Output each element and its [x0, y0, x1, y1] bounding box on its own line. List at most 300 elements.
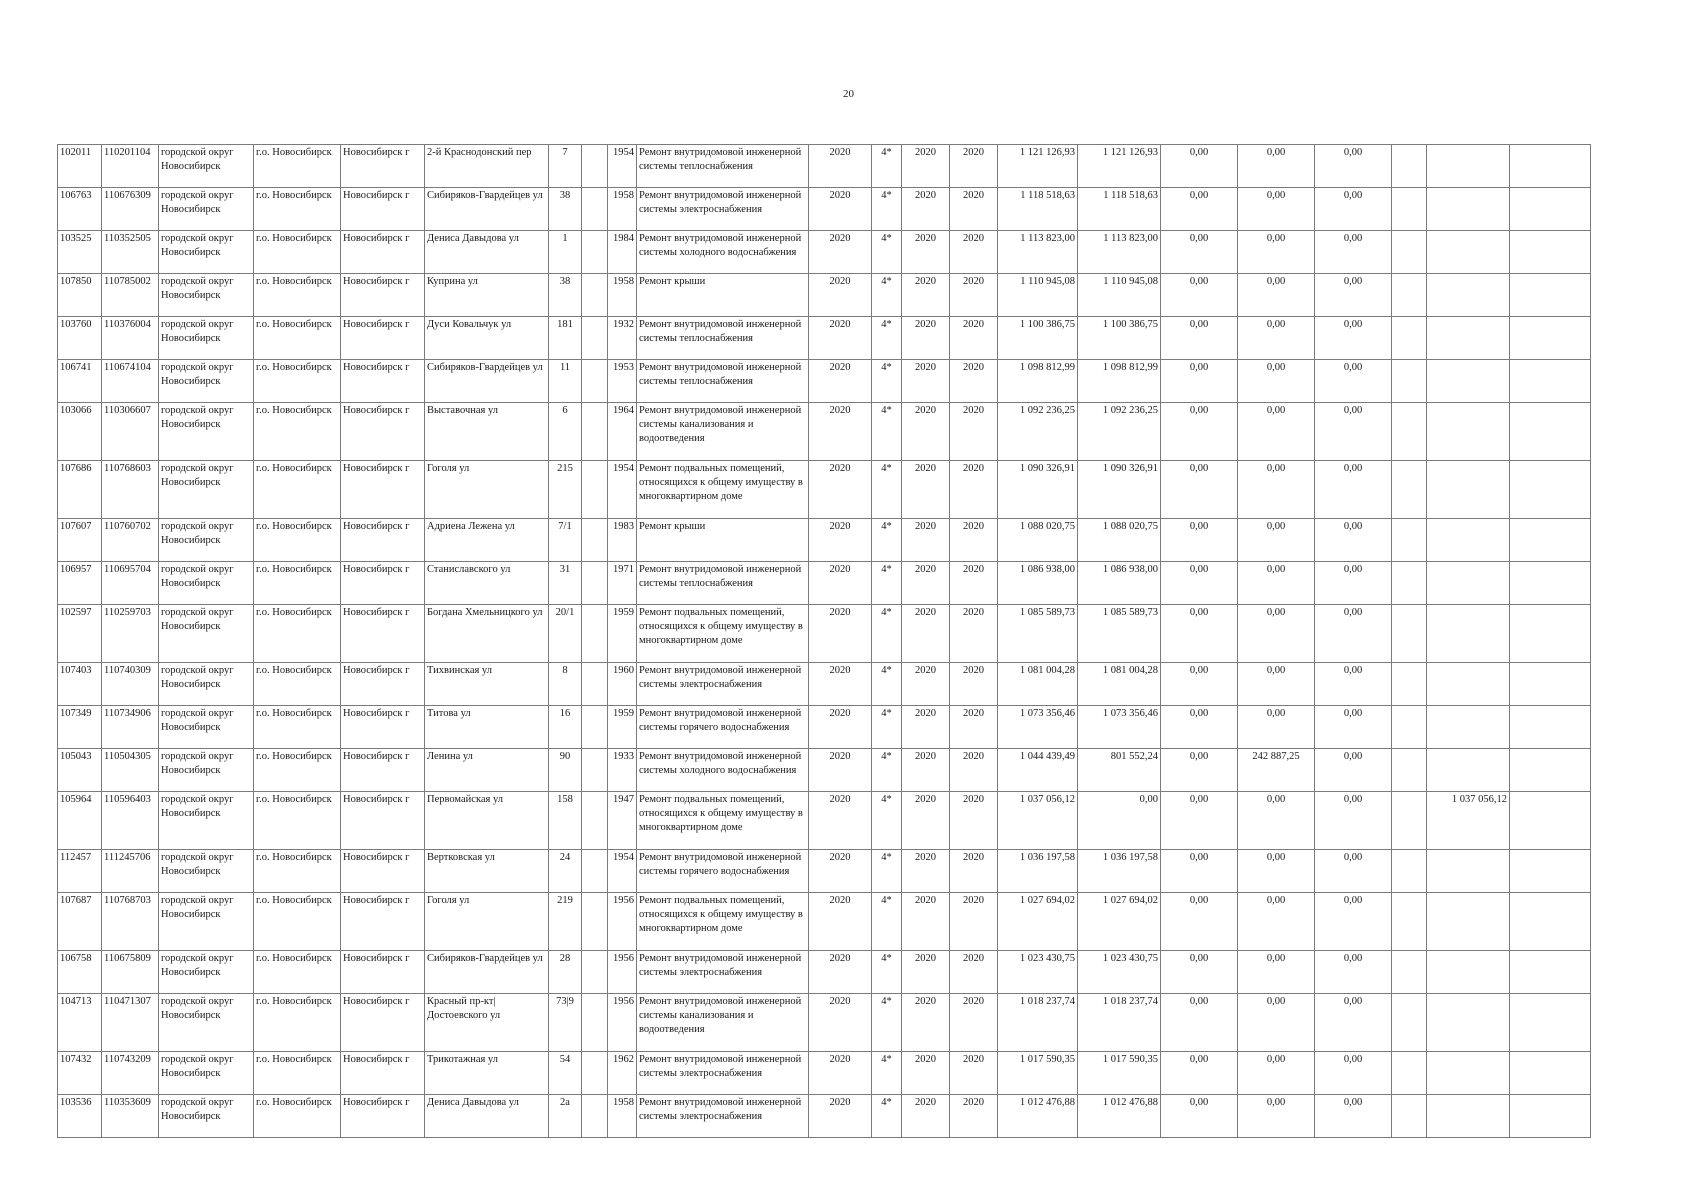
cell-municipality: городской округ Новосибирск	[159, 562, 254, 605]
cell-settlement-type: г.о. Новосибирск	[254, 1052, 341, 1095]
cell-house-number: 215	[549, 461, 582, 519]
cell-work-type: Ремонт внутридомовой инженерной системы холодного водоснабжения	[637, 231, 809, 274]
cell-house-number: 181	[549, 317, 582, 360]
cell-start-year: 2020	[902, 663, 950, 706]
cell-end-year: 2020	[950, 403, 998, 461]
table-row	[58, 1052, 1591, 1095]
cell-municipality: городской округ Новосибирск	[159, 145, 254, 188]
cell-last-col	[1510, 274, 1591, 317]
cell-federal-funds: 0,00	[1161, 188, 1238, 231]
cell-settlement-type: г.о. Новосибирск	[254, 951, 341, 994]
cell-start-year: 2020	[902, 850, 950, 893]
cell-building-blank	[582, 403, 608, 461]
cell-locality: Новосибирск г	[341, 605, 425, 663]
cell-house-number: 7/1	[549, 519, 582, 562]
cell-building-blank	[582, 562, 608, 605]
table-row	[58, 706, 1591, 749]
cell-object-id: 107403	[58, 663, 102, 706]
cell-building-blank	[582, 519, 608, 562]
cell-settlement-type: г.о. Новосибирск	[254, 663, 341, 706]
cell-street: Красный пр-кт|Достоевского ул	[425, 994, 549, 1052]
cell-house-number: 8	[549, 663, 582, 706]
cell-local-funds: 0,00	[1315, 706, 1392, 749]
cell-plan-year: 2020	[809, 893, 872, 951]
cell-priority-mark: 4*	[872, 792, 902, 850]
cell-year-built: 1984	[608, 231, 637, 274]
cell-federal-funds: 0,00	[1161, 461, 1238, 519]
cell-house-number: 11	[549, 360, 582, 403]
cell-start-year: 2020	[902, 951, 950, 994]
cell-start-year: 2020	[902, 145, 950, 188]
cell-last-col	[1510, 1052, 1591, 1095]
cell-owners-funds	[1427, 231, 1510, 274]
cell-blank-col	[1392, 951, 1427, 994]
cell-object-id: 106957	[58, 562, 102, 605]
cell-owners-funds	[1427, 951, 1510, 994]
table-row	[58, 850, 1591, 893]
cell-blank-col	[1392, 461, 1427, 519]
cell-budget-funds: 0,00	[1238, 850, 1315, 893]
cell-settlement-type: г.о. Новосибирск	[254, 188, 341, 231]
cell-building-blank	[582, 951, 608, 994]
cell-federal-funds: 0,00	[1161, 893, 1238, 951]
cell-local-funds: 0,00	[1315, 145, 1392, 188]
cell-budget-funds: 0,00	[1238, 145, 1315, 188]
cell-budget-funds: 0,00	[1238, 461, 1315, 519]
cell-start-year: 2020	[902, 317, 950, 360]
cell-work-type: Ремонт подвальных помещений, относящихся к общему имуществу в многоквартирном доме	[637, 893, 809, 951]
cell-plan-year: 2020	[809, 605, 872, 663]
cell-priority-mark: 4*	[872, 749, 902, 792]
cell-house-number: 90	[549, 749, 582, 792]
cell-year-built: 1947	[608, 792, 637, 850]
cell-house-number: 54	[549, 1052, 582, 1095]
cell-total-cost: 1 090 326,91	[998, 461, 1078, 519]
cell-federal-funds: 0,00	[1161, 519, 1238, 562]
cell-work-type: Ремонт внутридомовой инженерной системы электроснабжения	[637, 188, 809, 231]
cell-priority-mark: 4*	[872, 461, 902, 519]
cell-object-id: 112457	[58, 850, 102, 893]
cell-priority-mark: 4*	[872, 605, 902, 663]
cell-building-blank	[582, 231, 608, 274]
table-row	[58, 605, 1591, 663]
cell-street: Вертковская ул	[425, 850, 549, 893]
cell-local-funds: 0,00	[1315, 274, 1392, 317]
cell-blank-col	[1392, 1095, 1427, 1138]
cell-total-cost: 1 036 197,58	[998, 850, 1078, 893]
cell-total-cost: 1 081 004,28	[998, 663, 1078, 706]
cell-blank-col	[1392, 850, 1427, 893]
cell-end-year: 2020	[950, 1095, 998, 1138]
cell-plan-year: 2020	[809, 360, 872, 403]
cell-house-number: 20/1	[549, 605, 582, 663]
cell-total-cost: 1 098 812,99	[998, 360, 1078, 403]
cell-blank-col	[1392, 188, 1427, 231]
cell-regional-fund: 1 036 197,58	[1078, 850, 1161, 893]
cell-house-number: 158	[549, 792, 582, 850]
table-row	[58, 893, 1591, 951]
cell-settlement-type: г.о. Новосибирск	[254, 403, 341, 461]
cell-house-code: 110353609	[102, 1095, 159, 1138]
cell-street: Сибиряков-Гвардейцев ул	[425, 951, 549, 994]
cell-total-cost: 1 073 356,46	[998, 706, 1078, 749]
cell-total-cost: 1 088 020,75	[998, 519, 1078, 562]
cell-year-built: 1956	[608, 893, 637, 951]
cell-street: Выставочная ул	[425, 403, 549, 461]
cell-settlement-type: г.о. Новосибирск	[254, 274, 341, 317]
cell-last-col	[1510, 663, 1591, 706]
cell-federal-funds: 0,00	[1161, 231, 1238, 274]
cell-budget-funds: 0,00	[1238, 994, 1315, 1052]
cell-total-cost: 1 118 518,63	[998, 188, 1078, 231]
cell-house-code: 110352505	[102, 231, 159, 274]
cell-regional-fund: 1 113 823,00	[1078, 231, 1161, 274]
cell-street: Адриена Лежена ул	[425, 519, 549, 562]
cell-house-number: 6	[549, 403, 582, 461]
cell-owners-funds	[1427, 403, 1510, 461]
cell-settlement-type: г.о. Новосибирск	[254, 893, 341, 951]
cell-blank-col	[1392, 317, 1427, 360]
cell-owners-funds	[1427, 994, 1510, 1052]
cell-settlement-type: г.о. Новосибирск	[254, 792, 341, 850]
cell-owners-funds	[1427, 145, 1510, 188]
cell-object-id: 107349	[58, 706, 102, 749]
cell-total-cost: 1 027 694,02	[998, 893, 1078, 951]
cell-end-year: 2020	[950, 188, 998, 231]
cell-total-cost: 1 100 386,75	[998, 317, 1078, 360]
cell-total-cost: 1 037 056,12	[998, 792, 1078, 850]
cell-locality: Новосибирск г	[341, 461, 425, 519]
cell-street: Дениса Давыдова ул	[425, 231, 549, 274]
cell-house-code: 110674104	[102, 360, 159, 403]
cell-local-funds: 0,00	[1315, 994, 1392, 1052]
cell-start-year: 2020	[902, 1095, 950, 1138]
cell-total-cost: 1 012 476,88	[998, 1095, 1078, 1138]
cell-house-number: 219	[549, 893, 582, 951]
table-row	[58, 317, 1591, 360]
cell-year-built: 1932	[608, 317, 637, 360]
cell-last-col	[1510, 951, 1591, 994]
cell-regional-fund: 1 081 004,28	[1078, 663, 1161, 706]
cell-blank-col	[1392, 519, 1427, 562]
cell-start-year: 2020	[902, 403, 950, 461]
cell-budget-funds: 0,00	[1238, 792, 1315, 850]
cell-federal-funds: 0,00	[1161, 792, 1238, 850]
cell-last-col	[1510, 706, 1591, 749]
cell-building-blank	[582, 850, 608, 893]
cell-object-id: 103760	[58, 317, 102, 360]
cell-street: Первомайская ул	[425, 792, 549, 850]
cell-settlement-type: г.о. Новосибирск	[254, 519, 341, 562]
cell-municipality: городской округ Новосибирск	[159, 274, 254, 317]
cell-blank-col	[1392, 792, 1427, 850]
cell-settlement-type: г.о. Новосибирск	[254, 850, 341, 893]
cell-work-type: Ремонт подвальных помещений, относящихся к общему имуществу в многоквартирном доме	[637, 605, 809, 663]
cell-federal-funds: 0,00	[1161, 605, 1238, 663]
cell-regional-fund: 1 085 589,73	[1078, 605, 1161, 663]
cell-work-type: Ремонт внутридомовой инженерной системы электроснабжения	[637, 1095, 809, 1138]
cell-end-year: 2020	[950, 519, 998, 562]
cell-locality: Новосибирск г	[341, 403, 425, 461]
cell-year-built: 1958	[608, 188, 637, 231]
cell-blank-col	[1392, 231, 1427, 274]
cell-object-id: 103525	[58, 231, 102, 274]
cell-owners-funds	[1427, 1052, 1510, 1095]
cell-locality: Новосибирск г	[341, 1095, 425, 1138]
cell-end-year: 2020	[950, 562, 998, 605]
cell-house-code: 110734906	[102, 706, 159, 749]
cell-start-year: 2020	[902, 1052, 950, 1095]
cell-plan-year: 2020	[809, 951, 872, 994]
cell-locality: Новосибирск г	[341, 994, 425, 1052]
cell-municipality: городской округ Новосибирск	[159, 605, 254, 663]
cell-last-col	[1510, 893, 1591, 951]
cell-locality: Новосибирск г	[341, 231, 425, 274]
table-row	[58, 231, 1591, 274]
cell-year-built: 1960	[608, 663, 637, 706]
cell-plan-year: 2020	[809, 792, 872, 850]
cell-year-built: 1958	[608, 274, 637, 317]
cell-building-blank	[582, 749, 608, 792]
cell-plan-year: 2020	[809, 145, 872, 188]
cell-plan-year: 2020	[809, 706, 872, 749]
table-row	[58, 1095, 1591, 1138]
cell-priority-mark: 4*	[872, 519, 902, 562]
table-row	[58, 145, 1591, 188]
cell-plan-year: 2020	[809, 274, 872, 317]
cell-house-code: 110768703	[102, 893, 159, 951]
cell-regional-fund: 1 110 945,08	[1078, 274, 1161, 317]
cell-building-blank	[582, 360, 608, 403]
cell-total-cost: 1 086 938,00	[998, 562, 1078, 605]
cell-priority-mark: 4*	[872, 403, 902, 461]
cell-total-cost: 1 017 590,35	[998, 1052, 1078, 1095]
cell-local-funds: 0,00	[1315, 663, 1392, 706]
cell-house-number: 1	[549, 231, 582, 274]
page-number: 20	[843, 88, 854, 100]
table-row	[58, 994, 1591, 1052]
cell-federal-funds: 0,00	[1161, 850, 1238, 893]
cell-year-built: 1956	[608, 994, 637, 1052]
cell-object-id: 107850	[58, 274, 102, 317]
cell-object-id: 102011	[58, 145, 102, 188]
cell-municipality: городской округ Новосибирск	[159, 231, 254, 274]
cell-priority-mark: 4*	[872, 145, 902, 188]
cell-year-built: 1959	[608, 706, 637, 749]
cell-budget-funds: 0,00	[1238, 360, 1315, 403]
cell-locality: Новосибирск г	[341, 145, 425, 188]
cell-priority-mark: 4*	[872, 893, 902, 951]
cell-total-cost: 1 085 589,73	[998, 605, 1078, 663]
cell-budget-funds: 0,00	[1238, 605, 1315, 663]
cell-work-type: Ремонт внутридомовой инженерной системы канализования и водоотведения	[637, 994, 809, 1052]
cell-house-number: 38	[549, 274, 582, 317]
cell-federal-funds: 0,00	[1161, 749, 1238, 792]
cell-building-blank	[582, 145, 608, 188]
cell-street: Сибиряков-Гвардейцев ул	[425, 360, 549, 403]
cell-local-funds: 0,00	[1315, 317, 1392, 360]
table-row	[58, 274, 1591, 317]
cell-owners-funds	[1427, 850, 1510, 893]
table-row	[58, 461, 1591, 519]
cell-federal-funds: 0,00	[1161, 706, 1238, 749]
cell-owners-funds: 1 037 056,12	[1427, 792, 1510, 850]
cell-last-col	[1510, 1095, 1591, 1138]
cell-owners-funds	[1427, 663, 1510, 706]
cell-total-cost: 1 018 237,74	[998, 994, 1078, 1052]
cell-locality: Новосибирск г	[341, 850, 425, 893]
cell-object-id: 104713	[58, 994, 102, 1052]
cell-work-type: Ремонт внутридомовой инженерной системы теплоснабжения	[637, 317, 809, 360]
cell-locality: Новосибирск г	[341, 1052, 425, 1095]
cell-regional-fund: 1 073 356,46	[1078, 706, 1161, 749]
cell-local-funds: 0,00	[1315, 360, 1392, 403]
cell-building-blank	[582, 893, 608, 951]
cell-end-year: 2020	[950, 792, 998, 850]
cell-house-code: 110471307	[102, 994, 159, 1052]
cell-last-col	[1510, 605, 1591, 663]
cell-budget-funds: 0,00	[1238, 403, 1315, 461]
cell-total-cost: 1 110 945,08	[998, 274, 1078, 317]
cell-budget-funds: 0,00	[1238, 951, 1315, 994]
cell-priority-mark: 4*	[872, 274, 902, 317]
cell-locality: Новосибирск г	[341, 317, 425, 360]
cell-plan-year: 2020	[809, 403, 872, 461]
cell-local-funds: 0,00	[1315, 893, 1392, 951]
cell-start-year: 2020	[902, 605, 950, 663]
cell-municipality: городской округ Новосибирск	[159, 188, 254, 231]
cell-house-code: 110306607	[102, 403, 159, 461]
cell-owners-funds	[1427, 519, 1510, 562]
cell-plan-year: 2020	[809, 461, 872, 519]
cell-plan-year: 2020	[809, 749, 872, 792]
cell-blank-col	[1392, 562, 1427, 605]
cell-blank-col	[1392, 663, 1427, 706]
cell-local-funds: 0,00	[1315, 231, 1392, 274]
cell-end-year: 2020	[950, 893, 998, 951]
cell-building-blank	[582, 317, 608, 360]
cell-work-type: Ремонт внутридомовой инженерной системы теплоснабжения	[637, 145, 809, 188]
cell-settlement-type: г.о. Новосибирск	[254, 145, 341, 188]
cell-total-cost: 1 121 126,93	[998, 145, 1078, 188]
cell-building-blank	[582, 663, 608, 706]
cell-locality: Новосибирск г	[341, 188, 425, 231]
cell-settlement-type: г.о. Новосибирск	[254, 562, 341, 605]
cell-municipality: городской округ Новосибирск	[159, 994, 254, 1052]
cell-budget-funds: 0,00	[1238, 1052, 1315, 1095]
cell-object-id: 106741	[58, 360, 102, 403]
cell-locality: Новосибирск г	[341, 274, 425, 317]
cell-end-year: 2020	[950, 360, 998, 403]
cell-regional-fund: 1 012 476,88	[1078, 1095, 1161, 1138]
cell-last-col	[1510, 145, 1591, 188]
cell-municipality: городской округ Новосибирск	[159, 519, 254, 562]
cell-settlement-type: г.о. Новосибирск	[254, 605, 341, 663]
cell-street: Дуси Ковальчук ул	[425, 317, 549, 360]
cell-locality: Новосибирск г	[341, 562, 425, 605]
cell-building-blank	[582, 1052, 608, 1095]
cell-last-col	[1510, 188, 1591, 231]
cell-priority-mark: 4*	[872, 1095, 902, 1138]
cell-start-year: 2020	[902, 461, 950, 519]
table-body	[58, 145, 1591, 1138]
cell-year-built: 1959	[608, 605, 637, 663]
table-row	[58, 749, 1591, 792]
cell-blank-col	[1392, 403, 1427, 461]
table-row	[58, 951, 1591, 994]
table-row	[58, 188, 1591, 231]
cell-end-year: 2020	[950, 706, 998, 749]
cell-start-year: 2020	[902, 519, 950, 562]
cell-last-col	[1510, 403, 1591, 461]
cell-municipality: городской округ Новосибирск	[159, 663, 254, 706]
cell-street: Богдана Хмельницкого ул	[425, 605, 549, 663]
cell-year-built: 1983	[608, 519, 637, 562]
cell-plan-year: 2020	[809, 1052, 872, 1095]
cell-house-code: 110760702	[102, 519, 159, 562]
cell-street: Трикотажная ул	[425, 1052, 549, 1095]
cell-last-col	[1510, 994, 1591, 1052]
cell-federal-funds: 0,00	[1161, 562, 1238, 605]
cell-end-year: 2020	[950, 1052, 998, 1095]
cell-budget-funds: 0,00	[1238, 893, 1315, 951]
cell-start-year: 2020	[902, 994, 950, 1052]
cell-work-type: Ремонт внутридомовой инженерной системы теплоснабжения	[637, 360, 809, 403]
cell-locality: Новосибирск г	[341, 792, 425, 850]
cell-locality: Новосибирск г	[341, 893, 425, 951]
cell-building-blank	[582, 1095, 608, 1138]
cell-owners-funds	[1427, 1095, 1510, 1138]
cell-municipality: городской округ Новосибирск	[159, 1052, 254, 1095]
cell-house-code: 111245706	[102, 850, 159, 893]
cell-house-number: 2а	[549, 1095, 582, 1138]
cell-municipality: городской округ Новосибирск	[159, 1095, 254, 1138]
cell-start-year: 2020	[902, 706, 950, 749]
cell-priority-mark: 4*	[872, 850, 902, 893]
cell-house-code: 110596403	[102, 792, 159, 850]
cell-house-number: 73|9	[549, 994, 582, 1052]
cell-year-built: 1953	[608, 360, 637, 403]
cell-priority-mark: 4*	[872, 951, 902, 994]
cell-blank-col	[1392, 1052, 1427, 1095]
cell-regional-fund: 1 121 126,93	[1078, 145, 1161, 188]
cell-locality: Новосибирск г	[341, 519, 425, 562]
cell-end-year: 2020	[950, 461, 998, 519]
cell-local-funds: 0,00	[1315, 403, 1392, 461]
cell-end-year: 2020	[950, 749, 998, 792]
cell-blank-col	[1392, 893, 1427, 951]
cell-locality: Новосибирск г	[341, 951, 425, 994]
cell-start-year: 2020	[902, 188, 950, 231]
cell-blank-col	[1392, 994, 1427, 1052]
cell-owners-funds	[1427, 274, 1510, 317]
cell-local-funds: 0,00	[1315, 461, 1392, 519]
cell-start-year: 2020	[902, 749, 950, 792]
cell-object-id: 107687	[58, 893, 102, 951]
cell-end-year: 2020	[950, 274, 998, 317]
cell-budget-funds: 0,00	[1238, 706, 1315, 749]
cell-year-built: 1971	[608, 562, 637, 605]
cell-budget-funds: 0,00	[1238, 1095, 1315, 1138]
cell-year-built: 1956	[608, 951, 637, 994]
table-row	[58, 663, 1591, 706]
cell-work-type: Ремонт крыши	[637, 519, 809, 562]
cell-local-funds: 0,00	[1315, 1052, 1392, 1095]
cell-owners-funds	[1427, 562, 1510, 605]
cell-federal-funds: 0,00	[1161, 1095, 1238, 1138]
cell-house-code: 110740309	[102, 663, 159, 706]
cell-settlement-type: г.о. Новосибирск	[254, 360, 341, 403]
